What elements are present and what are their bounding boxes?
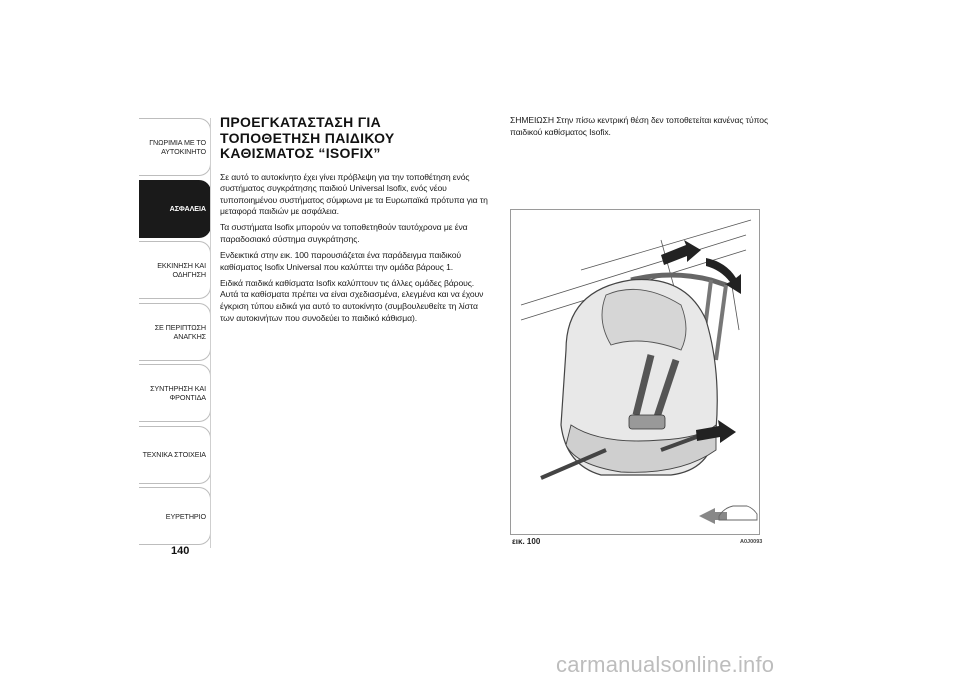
tab-label: ΣΕ ΠΕΡΙΠΤΩΣΗ ΑΝΑΓΚΗΣ — [154, 322, 206, 341]
section-heading: ΠΡΟΕΓΚΑΤΑΣΤΑΣΗ ΓΙΑ ΤΟΠΟΘΕΤΗΣΗ ΠΑΙΔΙΚΟΥ ΚΑΘΙΣΜΑΤΟΣ “ISOFIX” — [220, 114, 395, 161]
tab-starting-driving[interactable] — [139, 241, 211, 299]
watermark: carmanualsonline.info — [556, 652, 775, 677]
paragraph: Τα συστήματα Isofix μπορούν να τοποθετηθούν ταυτόχρονα με ένα παραδοσιακό σύστημα συγκράτησης. — [220, 222, 468, 244]
tab-index[interactable] — [139, 487, 211, 545]
isofix-seat-illustration — [511, 210, 760, 535]
tab-label: ΓΝΩΡΙΜΙΑ ΜΕ ΤΟ ΑΥΤΟΚΙΝΗΤΟ — [149, 138, 206, 156]
tab-label: ΣΥΝΤΗΡΗΣΗ ΚΑΙ ΦΡΟΝΤΙΔΑ — [150, 384, 206, 402]
tab-label: ΤΕΧΝΙΚΑ ΣΤΟΙΧΕΙΑ — [142, 450, 206, 459]
figure-code: A0J0093 — [740, 539, 763, 545]
chapter-tabs — [139, 118, 211, 549]
tab-safety[interactable] — [139, 180, 211, 238]
tab-label: ΕΥΡΕΤΗΡΙΟ — [165, 511, 206, 521]
page-number: 140 — [171, 545, 190, 557]
direction-arrow-icon — [699, 508, 727, 524]
side-column — [510, 115, 772, 138]
figure-isofix-seat — [510, 209, 760, 535]
arrow-icon — [661, 240, 701, 265]
tab-label: ΕΚΚΙΝΗΣΗ ΚΑΙ ΟΔΗΓΗΣΗ — [157, 261, 206, 279]
tab-emergency[interactable] — [139, 303, 211, 361]
tab-label: ΑΣΦΑΛΕΙΑ — [169, 204, 206, 213]
main-column — [220, 115, 492, 329]
buckle — [629, 415, 665, 429]
tab-getting-to-know[interactable] — [139, 118, 211, 176]
note-text: ΣΗΜΕΙΩΣΗ Στην πίσω κεντρική θέση δεν τοποθετείται κανένας τύπος παιδικού καθίσματος Isofix. — [510, 115, 768, 137]
tab-technical-data[interactable] — [139, 426, 211, 484]
figure-caption: εικ. 100 — [512, 537, 541, 546]
tab-maintenance[interactable] — [139, 364, 211, 422]
paragraph: Ενδεικτικά στην εικ. 100 παρουσιάζεται ένα παράδειγμα παιδικού καθίσματος Isofix Universal που καλύπτει την ομάδα βάρους 1. — [220, 250, 461, 272]
divider — [210, 118, 211, 548]
paragraph: Σε αυτό το αυτοκίνητο έχει γίνει πρόβλεψη για την τοποθέτηση ενός συστήματος συγκράτησης παιδιού Universal Isofix, ενός νέου τυποποιημένου συστήματος σύμφωνα με τα Ευρωπαϊκά πρότυπα για τη μεταφορά παιδιών με ασφάλεια. — [220, 171, 488, 217]
paragraph: Ειδικά παιδικά καθίσματα Isofix καλύπτουν τις άλλες ομάδες βάρους. Αυτά τα καθίσματα πρέπει να είναι σχεδιασμένα, ελεγμένα και να έχουν έγκριση τύπου ειδικά για αυτό το αυτοκίνητο (συμβουλευθείτε τη λίστα των αυτοκινήτων που συνοδεύει το παιδικό κάθισμα). — [220, 277, 484, 323]
